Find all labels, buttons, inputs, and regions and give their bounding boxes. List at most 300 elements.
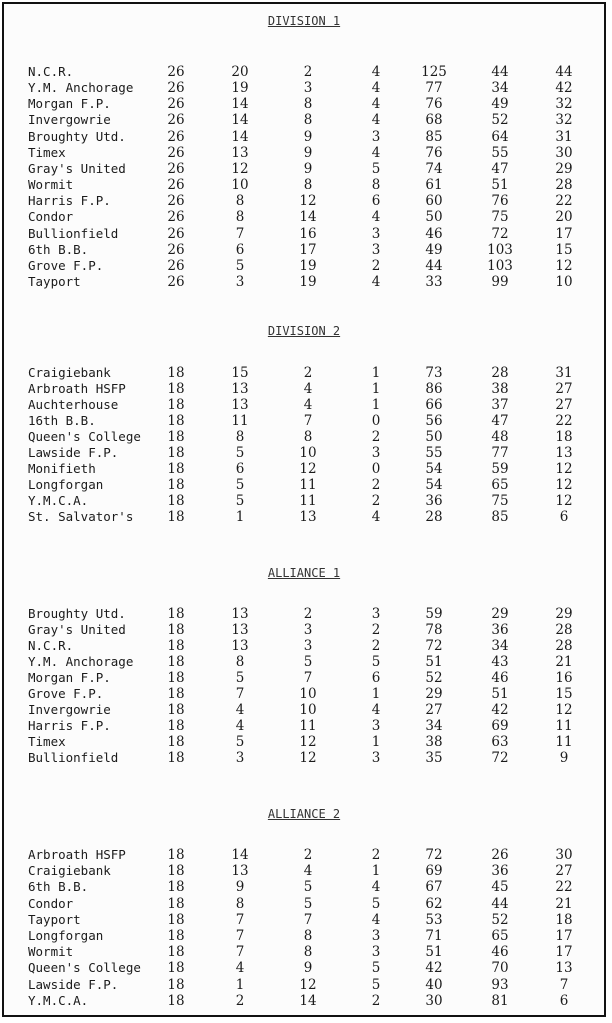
stat-cell: 77 <box>491 445 509 461</box>
stat-cell: 1 <box>371 863 381 880</box>
stat-cell: 21 <box>555 654 573 670</box>
stat-cell: 1 <box>371 686 381 702</box>
stat-cell: 7 <box>235 944 245 961</box>
stat-cell: 5 <box>371 160 381 177</box>
stat-cell: 27 <box>425 702 443 718</box>
stat-cell: 51 <box>491 686 509 702</box>
team-name: Grove F.P. <box>28 686 104 701</box>
stat-cell: 0 <box>371 413 381 429</box>
stat-cell: 27 <box>555 381 573 397</box>
stat-cell: 30 <box>425 992 443 1009</box>
stat-cell: 55 <box>425 445 443 461</box>
stat-cell: 72 <box>491 750 509 766</box>
team-name: Broughty Utd. <box>28 128 126 144</box>
table-row <box>4 847 604 863</box>
stat-cell: 18 <box>167 944 185 961</box>
stat-cell: 49 <box>491 96 509 113</box>
team-name: Morgan F.P. <box>28 96 111 112</box>
stat-cell: 125 <box>421 64 447 80</box>
alliance-2-heading: ALLIANCE 2 <box>267 807 341 821</box>
stat-cell: 26 <box>167 160 185 177</box>
stat-cell: 72 <box>425 847 443 863</box>
stat-cell: 18 <box>167 895 185 912</box>
stat-cell: 11 <box>231 413 249 429</box>
stat-cell: 4 <box>371 273 381 290</box>
stat-cell: 12 <box>299 734 317 750</box>
stat-cell: 5 <box>235 257 245 274</box>
stat-cell: 15 <box>231 365 249 381</box>
table-row <box>4 718 604 734</box>
stat-cell: 18 <box>167 734 185 750</box>
table-row <box>4 274 604 290</box>
stat-cell: 34 <box>425 718 443 734</box>
stat-cell: 42 <box>425 960 443 977</box>
table-row <box>4 209 604 225</box>
stat-cell: 72 <box>491 225 509 242</box>
stat-cell: 14 <box>299 209 317 226</box>
stat-cell: 2 <box>371 429 381 445</box>
stat-cell: 3 <box>371 718 381 734</box>
division-2-heading: DIVISION 2 <box>267 324 341 338</box>
stat-cell: 12 <box>299 976 317 993</box>
stat-cell: 15 <box>555 241 573 258</box>
stat-cell: 75 <box>491 493 509 509</box>
stat-cell: 14 <box>231 847 249 863</box>
stat-cell: 3 <box>303 638 313 654</box>
stat-cell: 26 <box>167 112 185 129</box>
stat-cell: 29 <box>491 606 509 622</box>
stat-cell: 26 <box>167 273 185 290</box>
stat-cell: 29 <box>555 160 573 177</box>
table-row <box>4 863 604 879</box>
stat-cell: 18 <box>167 509 185 525</box>
stat-cell: 4 <box>371 96 381 113</box>
stat-cell: 7 <box>559 976 569 993</box>
stat-cell: 18 <box>167 413 185 429</box>
stat-cell: 44 <box>555 64 573 80</box>
stat-cell: 26 <box>167 144 185 161</box>
stat-cell: 76 <box>425 96 443 113</box>
stat-cell: 44 <box>491 895 509 912</box>
stat-cell: 22 <box>555 413 573 429</box>
stat-cell: 68 <box>425 112 443 129</box>
stat-cell: 51 <box>425 944 443 961</box>
stat-cell: 8 <box>235 654 245 670</box>
stat-cell: 4 <box>235 718 245 734</box>
stat-cell: 2 <box>303 365 313 381</box>
stat-cell: 11 <box>299 477 317 493</box>
stat-cell: 27 <box>555 397 573 413</box>
stat-cell: 8 <box>303 429 313 445</box>
table-row <box>4 80 604 96</box>
table-row <box>4 397 604 413</box>
stat-cell: 7 <box>235 911 245 928</box>
table-row <box>4 977 604 993</box>
stat-cell: 26 <box>167 241 185 258</box>
stat-cell: 46 <box>491 670 509 686</box>
table-row <box>4 654 604 670</box>
stat-cell: 26 <box>167 257 185 274</box>
stat-cell: 13 <box>231 863 249 880</box>
team-name: Morgan F.P. <box>28 670 111 685</box>
stat-cell: 52 <box>425 670 443 686</box>
stat-cell: 65 <box>491 928 509 944</box>
table-row <box>4 129 604 145</box>
stat-cell: 78 <box>425 622 443 638</box>
stat-cell: 3 <box>303 80 313 97</box>
stat-cell: 0 <box>371 461 381 477</box>
stat-cell: 18 <box>555 429 573 445</box>
stat-cell: 13 <box>231 381 249 397</box>
team-name: 6th B.B. <box>28 241 89 257</box>
table-row <box>4 461 604 477</box>
stat-cell: 2 <box>235 992 245 1009</box>
stat-cell: 10 <box>555 273 573 290</box>
stat-cell: 73 <box>425 365 443 381</box>
stat-cell: 14 <box>231 112 249 129</box>
stat-cell: 65 <box>491 477 509 493</box>
table-row <box>4 258 604 274</box>
stat-cell: 37 <box>491 397 509 413</box>
stat-cell: 14 <box>231 96 249 113</box>
stat-cell: 15 <box>555 686 573 702</box>
stat-cell: 4 <box>235 960 245 977</box>
stat-cell: 19 <box>231 80 249 97</box>
stat-cell: 13 <box>231 622 249 638</box>
stat-cell: 99 <box>491 273 509 290</box>
stat-cell: 18 <box>167 960 185 977</box>
stat-cell: 76 <box>491 193 509 210</box>
stat-cell: 4 <box>371 80 381 97</box>
stat-cell: 18 <box>167 750 185 766</box>
table-row <box>4 226 604 242</box>
stat-cell: 85 <box>491 509 509 525</box>
stat-cell: 42 <box>555 80 573 97</box>
stat-cell: 9 <box>303 144 313 161</box>
stat-cell: 9 <box>559 750 569 766</box>
team-name: Condor <box>28 895 74 911</box>
stat-cell: 18 <box>167 493 185 509</box>
stat-cell: 3 <box>303 622 313 638</box>
team-name: Craigiebank <box>28 863 111 879</box>
table-row <box>4 960 604 976</box>
team-name: Condor <box>28 209 74 225</box>
stat-cell: 38 <box>491 381 509 397</box>
stat-cell: 18 <box>167 477 185 493</box>
stat-cell: 13 <box>555 445 573 461</box>
stat-cell: 55 <box>491 144 509 161</box>
stat-cell: 18 <box>167 622 185 638</box>
team-name: N.C.R. <box>28 638 74 653</box>
stat-cell: 12 <box>299 750 317 766</box>
stat-cell: 74 <box>425 160 443 177</box>
stat-cell: 27 <box>555 863 573 880</box>
stat-cell: 18 <box>167 911 185 928</box>
stat-cell: 28 <box>555 177 573 194</box>
table-row <box>4 734 604 750</box>
stat-cell: 11 <box>299 718 317 734</box>
stat-cell: 53 <box>425 911 443 928</box>
stat-cell: 10 <box>299 686 317 702</box>
stat-cell: 31 <box>555 365 573 381</box>
stat-cell: 46 <box>425 225 443 242</box>
stat-cell: 8 <box>371 177 381 194</box>
team-name: Gray's United <box>28 622 126 637</box>
stat-cell: 12 <box>555 257 573 274</box>
stat-cell: 1 <box>235 976 245 993</box>
stat-cell: 4 <box>371 879 381 896</box>
stat-cell: 18 <box>167 847 185 863</box>
stat-cell: 2 <box>303 847 313 863</box>
stat-cell: 3 <box>371 128 381 145</box>
table-row <box>4 750 604 766</box>
stat-cell: 4 <box>303 863 313 880</box>
stat-cell: 7 <box>235 686 245 702</box>
stat-cell: 18 <box>167 718 185 734</box>
team-name: Lawside F.P. <box>28 445 119 460</box>
stat-cell: 13 <box>231 397 249 413</box>
stat-cell: 85 <box>425 128 443 145</box>
stat-cell: 93 <box>491 976 509 993</box>
stat-cell: 5 <box>371 654 381 670</box>
stat-cell: 32 <box>555 96 573 113</box>
stat-cell: 103 <box>487 241 513 258</box>
stat-cell: 51 <box>425 654 443 670</box>
table-row <box>4 413 604 429</box>
stat-cell: 1 <box>235 509 245 525</box>
stat-cell: 5 <box>303 654 313 670</box>
team-name: Queen's College <box>28 960 141 976</box>
stat-cell: 8 <box>235 209 245 226</box>
stat-cell: 18 <box>167 445 185 461</box>
stat-cell: 51 <box>491 177 509 194</box>
stat-cell: 22 <box>555 879 573 896</box>
stat-cell: 28 <box>491 365 509 381</box>
table-row <box>4 381 604 397</box>
stat-cell: 76 <box>425 144 443 161</box>
stat-cell: 66 <box>425 397 443 413</box>
table-row <box>4 493 604 509</box>
stat-cell: 5 <box>235 670 245 686</box>
stat-cell: 18 <box>167 863 185 880</box>
stat-cell: 2 <box>371 493 381 509</box>
stat-cell: 2 <box>303 606 313 622</box>
stat-cell: 19 <box>299 273 317 290</box>
team-name: Gray's United <box>28 160 126 176</box>
stat-cell: 12 <box>231 160 249 177</box>
stat-cell: 4 <box>371 209 381 226</box>
stat-cell: 18 <box>167 381 185 397</box>
stat-cell: 8 <box>303 944 313 961</box>
table-row <box>4 64 604 80</box>
stat-cell: 4 <box>371 911 381 928</box>
stat-cell: 2 <box>371 638 381 654</box>
stat-cell: 28 <box>555 622 573 638</box>
stat-cell: 2 <box>371 477 381 493</box>
stat-cell: 54 <box>425 461 443 477</box>
stat-cell: 4 <box>371 144 381 161</box>
stat-cell: 17 <box>555 944 573 961</box>
stat-cell: 12 <box>555 702 573 718</box>
stat-cell: 3 <box>235 750 245 766</box>
stat-cell: 17 <box>555 225 573 242</box>
stat-cell: 7 <box>235 225 245 242</box>
stat-cell: 7 <box>235 928 245 944</box>
table-row <box>4 670 604 686</box>
table-row <box>4 944 604 960</box>
stat-cell: 20 <box>231 64 249 80</box>
stat-cell: 4 <box>371 509 381 525</box>
stat-cell: 30 <box>555 144 573 161</box>
stat-cell: 77 <box>425 80 443 97</box>
table-row <box>4 622 604 638</box>
team-name: Tayport <box>28 911 81 927</box>
stat-cell: 26 <box>167 64 185 80</box>
stat-cell: 5 <box>303 879 313 896</box>
stat-cell: 18 <box>167 461 185 477</box>
table-row <box>4 96 604 112</box>
stat-cell: 12 <box>555 461 573 477</box>
team-name: Invergowrie <box>28 112 111 128</box>
stat-cell: 21 <box>555 895 573 912</box>
stat-cell: 26 <box>167 193 185 210</box>
stat-cell: 18 <box>167 606 185 622</box>
stat-cell: 2 <box>371 622 381 638</box>
team-name: Y.M.C.A. <box>28 992 89 1008</box>
table-row <box>4 429 604 445</box>
stat-cell: 14 <box>231 128 249 145</box>
stat-cell: 5 <box>371 976 381 993</box>
stat-cell: 11 <box>299 493 317 509</box>
stat-cell: 6 <box>235 461 245 477</box>
stat-cell: 11 <box>555 718 573 734</box>
stat-cell: 5 <box>371 960 381 977</box>
stat-cell: 4 <box>371 64 381 80</box>
stat-cell: 4 <box>371 702 381 718</box>
stat-cell: 47 <box>491 160 509 177</box>
stat-cell: 18 <box>167 702 185 718</box>
table-row <box>4 445 604 461</box>
stat-cell: 46 <box>491 944 509 961</box>
stat-cell: 1 <box>371 397 381 413</box>
stat-cell: 61 <box>425 177 443 194</box>
stat-cell: 8 <box>303 928 313 944</box>
stat-cell: 17 <box>299 241 317 258</box>
stat-cell: 47 <box>491 413 509 429</box>
stat-cell: 5 <box>235 445 245 461</box>
stat-cell: 35 <box>425 750 443 766</box>
team-name: Craigiebank <box>28 365 111 380</box>
stat-cell: 10 <box>299 445 317 461</box>
stat-cell: 6 <box>235 241 245 258</box>
team-name: Timex <box>28 144 66 160</box>
stat-cell: 29 <box>425 686 443 702</box>
stat-cell: 19 <box>299 257 317 274</box>
team-name: 16th B.B. <box>28 413 96 428</box>
stat-cell: 30 <box>555 847 573 863</box>
team-name: Bullionfield <box>28 750 119 765</box>
team-name: Longforgan <box>28 928 104 943</box>
stat-cell: 40 <box>425 976 443 993</box>
stat-cell: 49 <box>425 241 443 258</box>
stat-cell: 43 <box>491 654 509 670</box>
stat-cell: 48 <box>491 429 509 445</box>
division-1-heading: DIVISION 1 <box>267 14 341 28</box>
team-name: Y.M.C.A. <box>28 493 89 508</box>
team-name: Lawside F.P. <box>28 976 119 992</box>
stat-cell: 18 <box>167 992 185 1009</box>
team-name: Y.M. Anchorage <box>28 654 134 669</box>
stat-cell: 75 <box>491 209 509 226</box>
team-name: Y.M. Anchorage <box>28 80 134 96</box>
table-row <box>4 242 604 258</box>
stat-cell: 8 <box>235 895 245 912</box>
stat-cell: 2 <box>303 64 313 80</box>
table-row <box>4 928 604 944</box>
team-name: Harris F.P. <box>28 193 111 209</box>
team-name: Harris F.P. <box>28 718 111 733</box>
stat-cell: 3 <box>371 225 381 242</box>
stat-cell: 18 <box>167 686 185 702</box>
stat-cell: 9 <box>303 128 313 145</box>
table-row <box>4 912 604 928</box>
stat-cell: 59 <box>425 606 443 622</box>
stat-cell: 8 <box>235 193 245 210</box>
table-row <box>4 509 604 525</box>
stat-cell: 26 <box>167 209 185 226</box>
team-name: Broughty Utd. <box>28 606 126 621</box>
stat-cell: 3 <box>371 606 381 622</box>
stat-cell: 36 <box>491 863 509 880</box>
stat-cell: 67 <box>425 879 443 896</box>
team-name: Invergowrie <box>28 702 111 717</box>
alliance-1-heading: ALLIANCE 1 <box>267 566 341 580</box>
stat-cell: 1 <box>371 365 381 381</box>
stat-cell: 26 <box>491 847 509 863</box>
stat-cell: 5 <box>235 477 245 493</box>
team-name: Auchterhouse <box>28 397 119 412</box>
stat-cell: 18 <box>555 911 573 928</box>
stat-cell: 13 <box>299 509 317 525</box>
stat-cell: 50 <box>425 429 443 445</box>
stat-cell: 6 <box>559 992 569 1009</box>
stat-cell: 18 <box>167 976 185 993</box>
stat-cell: 18 <box>167 879 185 896</box>
stat-cell: 3 <box>235 273 245 290</box>
stat-cell: 8 <box>303 177 313 194</box>
stat-cell: 69 <box>491 718 509 734</box>
stat-cell: 18 <box>167 670 185 686</box>
stat-cell: 6 <box>371 670 381 686</box>
stat-cell: 62 <box>425 895 443 912</box>
document-page <box>2 2 606 1017</box>
table-row <box>4 896 604 912</box>
stat-cell: 16 <box>299 225 317 242</box>
stat-cell: 69 <box>425 863 443 880</box>
table-row <box>4 193 604 209</box>
stat-cell: 45 <box>491 879 509 896</box>
stat-cell: 16 <box>555 670 573 686</box>
team-name: Longforgan <box>28 477 104 492</box>
stat-cell: 103 <box>487 257 513 274</box>
stat-cell: 18 <box>167 638 185 654</box>
stat-cell: 34 <box>491 638 509 654</box>
team-name: Wormit <box>28 944 74 960</box>
stat-cell: 36 <box>425 493 443 509</box>
stat-cell: 12 <box>299 461 317 477</box>
stat-cell: 12 <box>555 477 573 493</box>
table-row <box>4 686 604 702</box>
